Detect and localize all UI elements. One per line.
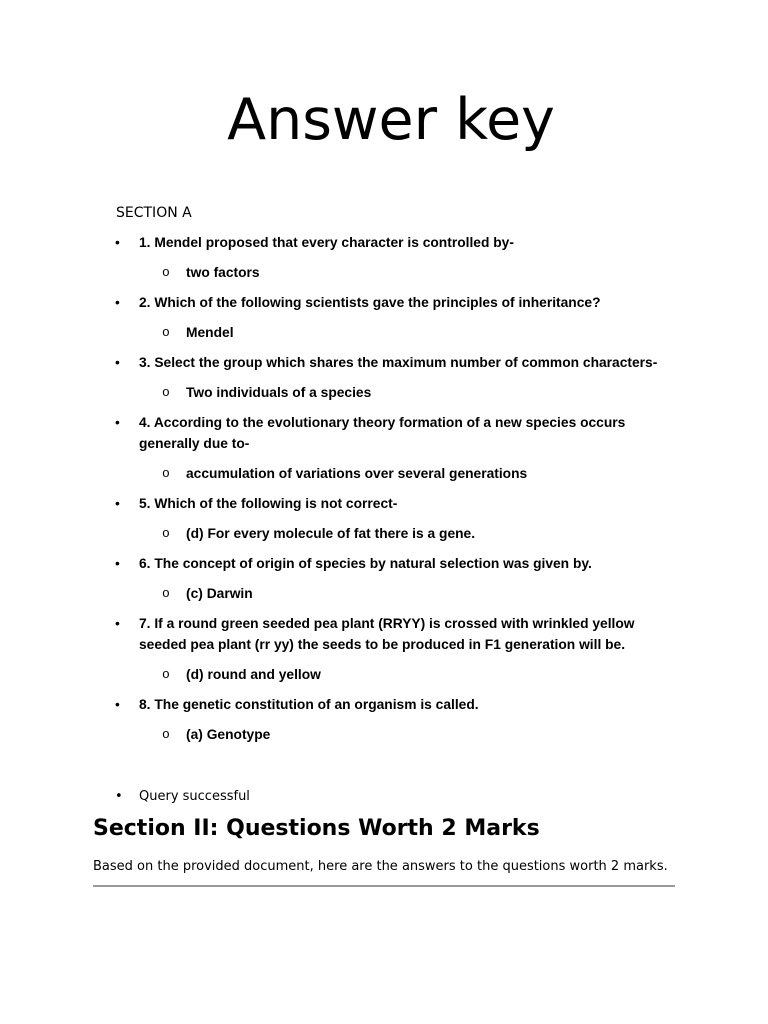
status-item (0, 787, 768, 807)
answer-text: (a) Genotype (186, 727, 271, 742)
sub-bullet-icon: o (162, 265, 170, 280)
page-title: Answer key (227, 87, 555, 153)
bullet-icon: • (115, 496, 120, 511)
question-line (0, 694, 768, 715)
answer-text: two factors (186, 265, 260, 280)
sub-bullet-icon: o (162, 385, 170, 400)
answer-text: accumulation of variations over several generations (186, 466, 528, 481)
answer-line (0, 322, 768, 343)
question-line (0, 493, 768, 514)
answer-text: (d) For every molecule of fat there is a gene. (186, 526, 476, 541)
question-line (0, 352, 768, 373)
question-text: 4. According to the evolutionary theory formation of a new species occurs generally due to- (139, 415, 626, 451)
question-text: 1. Mendel proposed that every character is controlled by- (139, 235, 514, 250)
question-text: 5. Which of the following is not correct- (139, 496, 398, 511)
bullet-icon: • (115, 235, 120, 250)
question-item (0, 694, 768, 745)
answer-line (0, 262, 768, 283)
question-item (0, 493, 768, 544)
question-line (0, 232, 768, 253)
question-line (0, 292, 768, 313)
answer-line (0, 664, 768, 685)
question-item (0, 553, 768, 604)
sub-bullet-icon: o (162, 667, 170, 682)
question-item (0, 352, 768, 403)
answer-line (0, 724, 768, 745)
answer-text: (c) Darwin (186, 586, 253, 601)
answer-text: Mendel (186, 325, 234, 340)
question-text: 2. Which of the following scientists gave the principles of inheritance? (139, 295, 601, 310)
sub-bullet-icon: o (162, 466, 170, 481)
answer-line (0, 583, 768, 604)
question-item (0, 412, 768, 484)
answer-line (0, 463, 768, 484)
horizontal-rule (93, 885, 675, 887)
question-list (0, 232, 768, 754)
question-line (0, 553, 768, 574)
question-line (0, 412, 768, 454)
answer-line (0, 382, 768, 403)
sub-bullet-icon: o (162, 526, 170, 541)
status-text: Query successful (139, 789, 250, 804)
bullet-icon: • (115, 616, 120, 631)
bullet-icon: • (115, 295, 120, 310)
sub-bullet-icon: o (162, 586, 170, 601)
question-text: 6. The concept of origin of species by natural selection was given by. (139, 556, 592, 571)
question-line (0, 613, 768, 655)
question-item (0, 232, 768, 283)
bullet-icon: • (115, 355, 120, 370)
question-text: 3. Select the group which shares the maximum number of common characters- (139, 355, 658, 370)
question-item (0, 613, 768, 685)
bullet-icon: • (115, 556, 120, 571)
answer-text: (d) round and yellow (186, 667, 321, 682)
sub-bullet-icon: o (162, 325, 170, 340)
section-two-intro: Based on the provided document, here are the answers to the questions worth 2 marks. (93, 859, 668, 874)
bullet-icon: • (115, 789, 123, 804)
question-text: 7. If a round green seeded pea plant (RRYY) is crossed with wrinkled yellow seeded pea plant (rr yy) the seeds to be produced in F1 generation will be. (139, 616, 635, 652)
question-text: 8. The genetic constitution of an organism is called. (139, 697, 479, 712)
section-a-label: SECTION A (116, 205, 192, 221)
sub-bullet-icon: o (162, 727, 170, 742)
bullet-icon: • (115, 697, 120, 712)
question-item (0, 292, 768, 343)
bullet-icon: • (115, 415, 120, 430)
answer-text: Two individuals of a species (186, 385, 372, 400)
answer-line (0, 523, 768, 544)
section-two-heading: Section II: Questions Worth 2 Marks (93, 816, 540, 841)
